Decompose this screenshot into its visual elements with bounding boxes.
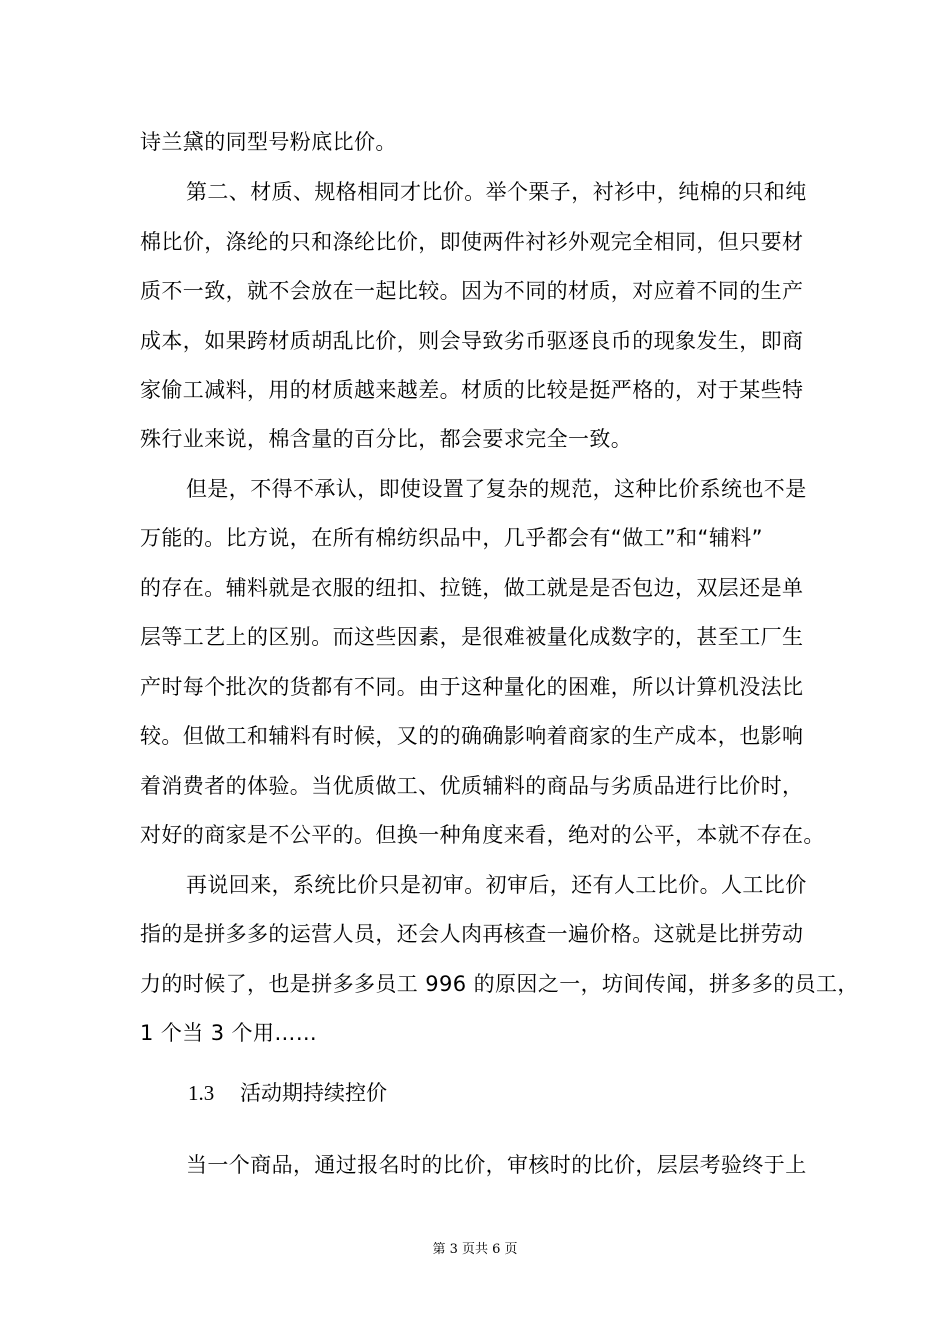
paragraph-line: 对好的商家是不公平的。但换一种角度来看，绝对的公平，本就不存在。 — [140, 823, 825, 847]
paragraph-line: 力的时候了，也是拼多多员工 996 的原因之一，坊间传闻，拼多多的员工， — [140, 972, 859, 996]
paragraph-line: 1 个当 3 个用…… — [140, 1021, 318, 1045]
paragraph-line: 质不一致，就不会放在一起比较。因为不同的材质，对应着不同的生产 — [140, 279, 804, 303]
paragraph-line: 产时每个批次的货都有不同。由于这种量化的困难，所以计算机没法比 — [140, 675, 804, 699]
paragraph-line: 指的是拼多多的运营人员，还会人肉再核查一遍价格。这就是比拼劳动 — [140, 922, 804, 946]
paragraph-line: 棉比价，涤纶的只和涤纶比价，即使两件衬衫外观完全相同，但只要材 — [140, 230, 804, 254]
page-footer: 第 3 页共 6 页 — [432, 1242, 518, 1257]
paragraph-line: 成本，如果跨材质胡乱比价，则会导致劣币驱逐良币的现象发生，即商 — [140, 329, 804, 353]
paragraph-line: 着消费者的体验。当优质做工、优质辅料的商品与劣质品进行比价时， — [140, 774, 804, 798]
paragraph-line: 万能的。比方说，在所有棉纺织品中，几乎都会有“做工”和“辅料” — [140, 526, 763, 550]
paragraph-line: 再说回来，系统比价只是初审。初审后，还有人工比价。人工比价 — [186, 873, 807, 897]
paragraph-line: 层等工艺上的区别。而这些因素，是很难被量化成数字的，甚至工厂生 — [140, 625, 804, 649]
paragraph-line: 当一个商品，通过报名时的比价，审核时的比价，层层考验终于上 — [186, 1153, 807, 1177]
paragraph-line: 但是，不得不承认，即使设置了复杂的规范，这种比价系统也不是 — [186, 477, 807, 501]
paragraph-line: 的存在。辅料就是衣服的纽扣、拉链，做工就是是否包边，双层还是单 — [140, 576, 804, 600]
section-heading — [188, 1078, 387, 1108]
paragraph-line: 诗兰黛的同型号粉底比价。 — [140, 130, 397, 154]
section-number: 1.3 — [188, 1081, 215, 1105]
paragraph-line: 殊行业来说，棉含量的百分比，都会要求完全一致。 — [140, 427, 633, 451]
paragraph-line: 较。但做工和辅料有时候，又的的确确影响着商家的生产成本，也影响 — [140, 724, 804, 748]
section-title: 活动期持续控价 — [240, 1081, 387, 1105]
paragraph-line: 第二、材质、规格相同才比价。举个栗子，衬衫中，纯棉的只和纯 — [186, 180, 807, 204]
paragraph-line: 家偷工减料，用的材质越来越差。材质的比较是挺严格的，对于某些特 — [140, 378, 804, 402]
